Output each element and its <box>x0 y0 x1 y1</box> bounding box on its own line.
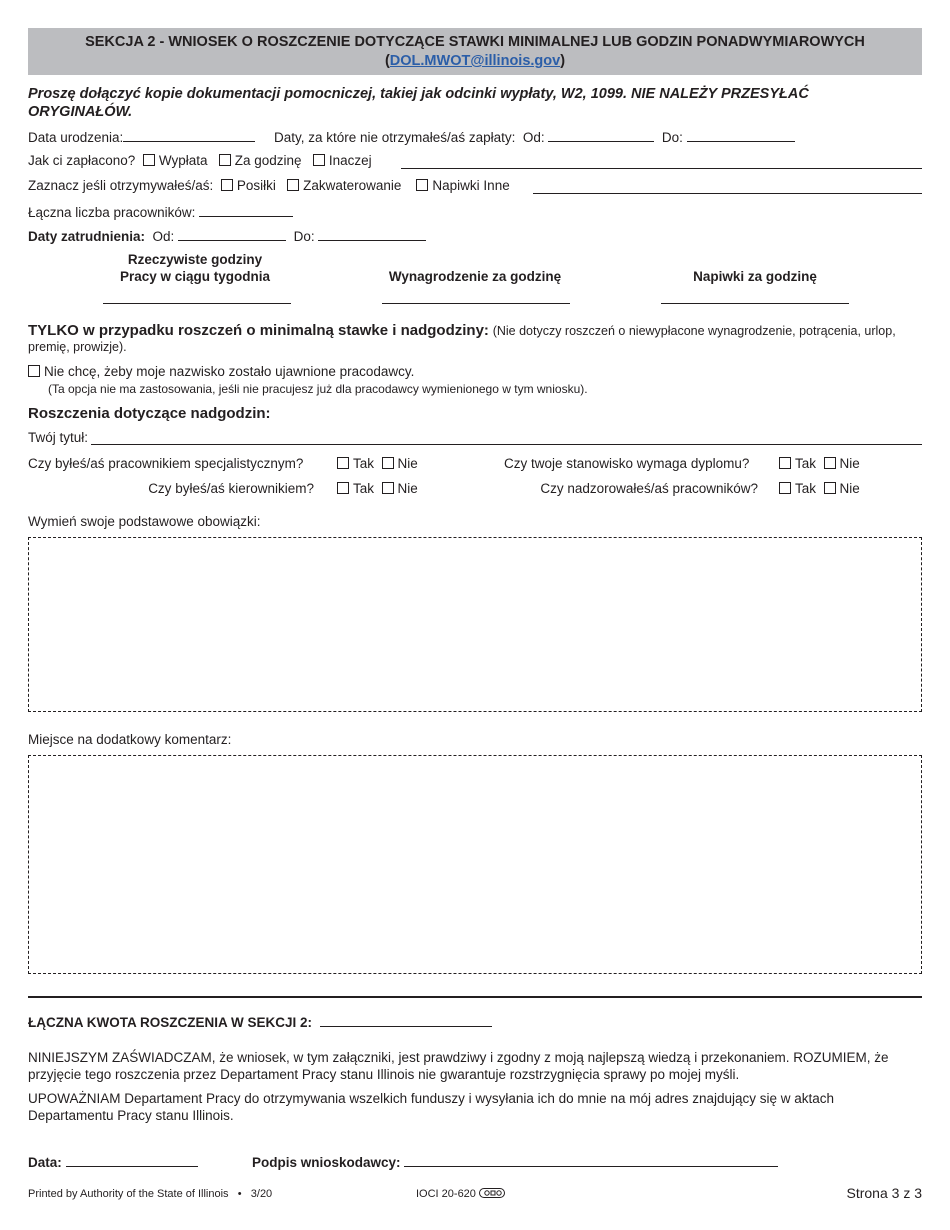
birth-date-field[interactable] <box>123 128 255 142</box>
unpaid-to-label: Do: <box>661 130 683 145</box>
hours-column-header <box>95 251 295 285</box>
supervised-no-label: Nie <box>839 481 860 496</box>
total-row <box>28 1013 492 1030</box>
hours-field[interactable] <box>103 290 291 304</box>
comments-label: Miejsce na dodatkowy komentarz: <box>28 732 232 747</box>
printed-by-text: Printed by Authority of the State of Illinois <box>28 1188 229 1200</box>
tips-other-field[interactable] <box>533 180 922 194</box>
signature-label: Podpis wnioskodawcy: <box>252 1155 401 1170</box>
hours-header-line1: Rzeczywiste godziny <box>127 252 263 267</box>
diploma-yes-checkbox[interactable] <box>779 457 791 469</box>
certification-line2: przyjęcie tego roszczenia przez Departament Pracy stanu Illinois nie gwarantuje rozstrzygnięcia sprawy po mojej myśli. <box>28 1067 740 1082</box>
lodging-checkbox[interactable] <box>287 179 299 191</box>
min-wage-title: TYLKO w przypadku roszczeń o minimalną stawke i nadgodziny: <box>28 322 489 339</box>
unpaid-dates-row <box>274 128 795 145</box>
paid-salary-checkbox[interactable] <box>143 154 155 166</box>
paren-open: ( <box>384 53 390 69</box>
section-header <box>28 28 922 75</box>
q-specialist: Czy byłeś/aś pracownikiem specjalistycznym? <box>28 456 304 471</box>
footer-bullet: • <box>237 1188 242 1200</box>
q-specialist-options <box>337 456 418 471</box>
recycle-logo-icon <box>479 1188 505 1198</box>
specialist-no-checkbox[interactable] <box>382 457 394 469</box>
anonymity-label: Nie chcę, żeby moje nazwisko zostało ujawnione pracodawcy. <box>44 364 415 379</box>
employees-label: Łączna liczba pracowników: <box>28 205 196 220</box>
unpaid-from-label: Od: <box>522 130 545 145</box>
form-number: IOCI 20-620 <box>416 1188 476 1200</box>
paid-how-row <box>28 153 372 168</box>
email-link[interactable]: DOL.MWOT@illinois.gov <box>389 53 561 69</box>
employment-to-label: Do: <box>293 229 315 244</box>
supervised-no-checkbox[interactable] <box>824 482 836 494</box>
signature-field[interactable] <box>404 1153 778 1167</box>
employment-from-label: Od: <box>152 229 175 244</box>
total-amount-field[interactable] <box>320 1013 492 1027</box>
instructions: Proszę dołączyć kopie dokumentacji pomocniczej, takiej jak odcinki wypłaty, W2, 1099. NIE NALEŻY PRZESYŁAĆ ORYGINAŁÓW. <box>28 86 809 120</box>
duties-textarea[interactable] <box>28 537 922 712</box>
unpaid-from-field[interactable] <box>548 128 654 142</box>
date-row <box>28 1153 198 1170</box>
unpaid-to-field[interactable] <box>687 128 795 142</box>
footer-date: 3/20 <box>250 1188 273 1200</box>
paid-how-label: Jak ci zapłacono? <box>28 153 136 168</box>
paren-close: ) <box>560 53 566 69</box>
supervised-yes-checkbox[interactable] <box>779 482 791 494</box>
min-wage-note-line2: premię, prowizje). <box>28 340 127 354</box>
employment-dates-row <box>28 227 426 244</box>
manager-yes-label: Tak <box>353 481 375 496</box>
diploma-no-checkbox[interactable] <box>824 457 836 469</box>
supervised-yes-label: Tak <box>795 481 817 496</box>
date-label: Data: <box>28 1155 62 1170</box>
employment-from-field[interactable] <box>178 227 286 241</box>
hours-header-line2: Pracy w ciągu tygodnia <box>119 269 271 284</box>
employees-row <box>28 203 293 220</box>
section-title: SEKCJA 2 - WNIOSEK O ROSZCZENIE DOTYCZĄCE STAWKI MINIMALNEJ LUB GODZIN PONADWYMIAROWYCH <box>85 34 865 50</box>
total-label: ŁĄCZNA KWOTA ROSZCZENIA W SEKCJI 2: <box>28 1015 312 1030</box>
diploma-yes-label: Tak <box>795 456 817 471</box>
overtime-title: Roszczenia dotyczące nadgodzin: <box>28 405 271 422</box>
min-wage-note-line1: (Nie dotyczy roszczeń o niewypłacone wynagrodzenie, potrącenia, urlop, <box>492 324 896 338</box>
anonymity-checkbox[interactable] <box>28 365 40 377</box>
specialist-no-label: Nie <box>397 456 418 471</box>
q-diploma-options <box>779 456 860 471</box>
manager-no-label: Nie <box>397 481 418 496</box>
meals-checkbox[interactable] <box>221 179 233 191</box>
job-title-field[interactable] <box>91 431 922 445</box>
anonymity-note: (Ta opcja nie ma zastosowania, jeśli nie pracujesz już dla pracodawcy wymienionego w tym wniosku). <box>48 382 588 396</box>
received-label: Zaznacz jeśli otrzymywałeś/aś: <box>28 178 214 193</box>
paid-other-label: Inaczej <box>328 153 372 168</box>
tips-other-checkbox[interactable] <box>416 179 428 191</box>
authorization-line1: UPOWAŻNIAM Departament Pracy do otrzymywania wszelkich funduszy i wysyłania ich do mnie na mój adres znajdujący się w aktach <box>28 1091 835 1106</box>
q-manager: Czy byłeś/aś kierownikiem? <box>148 481 314 496</box>
paid-hourly-checkbox[interactable] <box>219 154 231 166</box>
manager-yes-checkbox[interactable] <box>337 482 349 494</box>
paid-other-checkbox[interactable] <box>313 154 325 166</box>
birth-row <box>28 128 255 145</box>
q-supervised-options <box>779 481 860 496</box>
signature-row <box>252 1153 778 1170</box>
q-diploma: Czy twoje stanowisko wymaga dyplomu? <box>504 456 750 471</box>
paid-salary-label: Wypłata <box>158 153 208 168</box>
certification-line1: NINIEJSZYM ZAŚWIADCZAM, że wniosek, w tym załączniki, jest prawdziwy i zgodny z moją najlepszą wiedzą i przekonaniem. ROZUMIEM, że <box>28 1050 889 1065</box>
tips-other-label: Napiwki Inne <box>432 178 510 193</box>
min-wage-title-row <box>28 322 896 339</box>
paid-hourly-label: Za godzinę <box>234 153 302 168</box>
unpaid-dates-label: Daty, za które nie otrzymałeś/aś zapłaty: <box>274 130 516 145</box>
meals-label: Posiłki <box>236 178 276 193</box>
tips-column-header: Napiwki za godzinę <box>693 269 817 284</box>
employees-field[interactable] <box>199 203 293 217</box>
wage-column-header: Wynagrodzenie za godzinę <box>388 269 562 284</box>
manager-no-checkbox[interactable] <box>382 482 394 494</box>
q-supervised: Czy nadzorowałeś/aś pracowników? <box>540 481 758 496</box>
lodging-label: Zakwaterowanie <box>303 178 402 193</box>
specialist-yes-checkbox[interactable] <box>337 457 349 469</box>
wage-field[interactable] <box>382 290 570 304</box>
date-field[interactable] <box>66 1153 198 1167</box>
footer-printed-by <box>28 1188 272 1200</box>
birth-label: Data urodzenia: <box>28 130 124 145</box>
paid-other-field[interactable] <box>401 155 922 169</box>
anonymity-row <box>28 364 414 379</box>
tips-field[interactable] <box>661 290 849 304</box>
received-row <box>28 178 510 193</box>
specialist-yes-label: Tak <box>353 456 375 471</box>
diploma-no-label: Nie <box>839 456 860 471</box>
employment-to-field[interactable] <box>318 227 426 241</box>
comments-textarea[interactable] <box>28 755 922 974</box>
authorization-line2: Departamentu Pracy stanu Illinois. <box>28 1108 234 1123</box>
job-title-label: Twój tytuł: <box>28 430 89 445</box>
footer-form-number-row <box>416 1188 505 1200</box>
employment-dates-label: Daty zatrudnienia: <box>28 229 146 244</box>
duties-label: Wymień swoje podstawowe obowiązki: <box>28 514 261 529</box>
section-divider <box>28 996 922 998</box>
page-number: Strona 3 z 3 <box>846 1185 922 1201</box>
q-manager-options <box>337 481 418 496</box>
